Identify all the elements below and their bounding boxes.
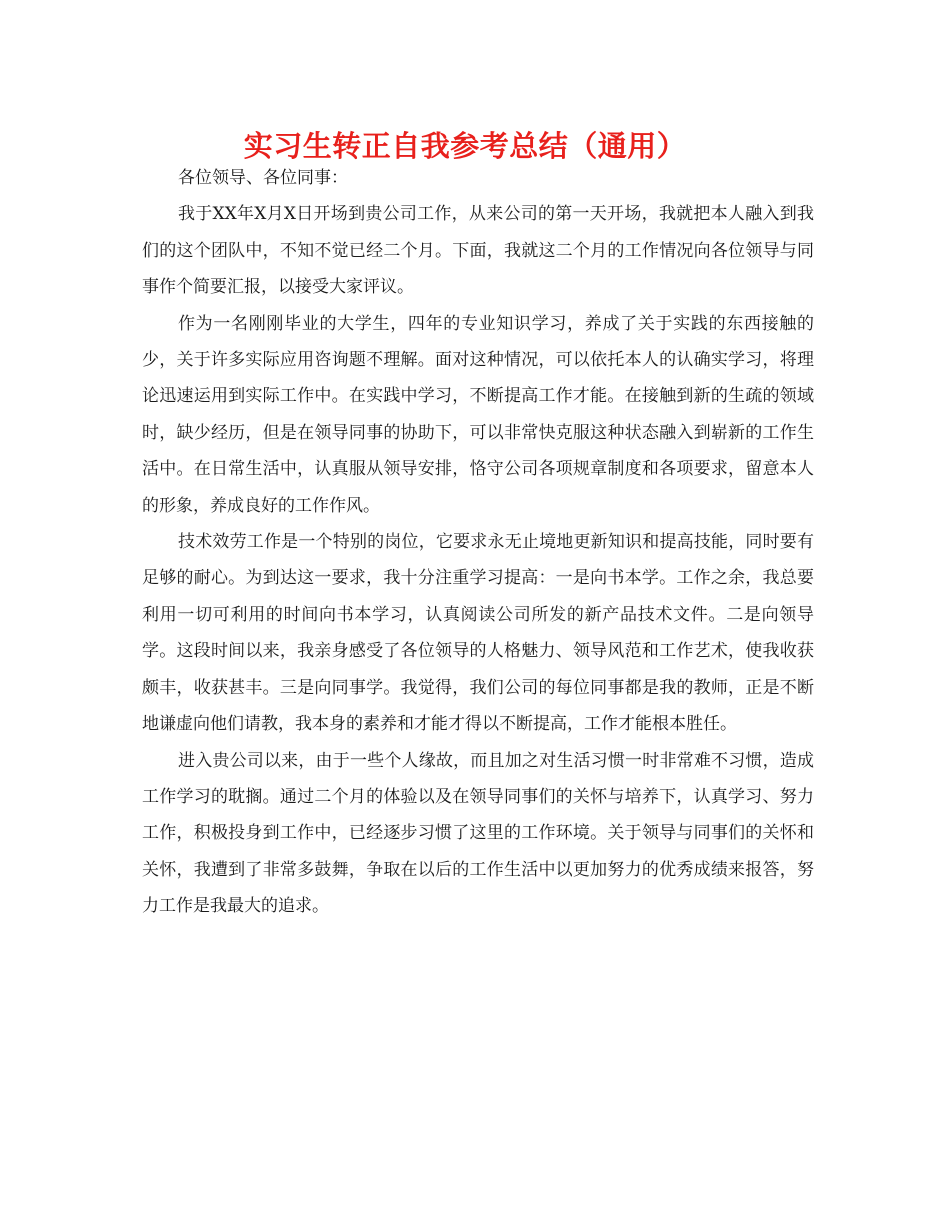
- body-paragraph: 技术效劳工作是一个特别的岗位，它要求永无止境地更新知识和提高技能，同时要有足够的耐心。为到达这一要求，我十分注重学习提高：一是向书本学。工作之余，我总要利用一切可利用的时间向书本学习，认真阅读公司所发的新产品技术文件。二是向领导学。这段时间以来，我亲身感受了各位领导的人格魅力、领导风范和工作艺术，使我收获颇丰，收获甚丰。三是向同事学。我觉得，我们公司的每位同事都是我的教师，正是不断地谦虚向他们请教，我本身的素养和才能才得以不断提高，工作才能根本胜任。: [142, 532, 814, 735]
- salutation-paragraph: 各位领导、各位同事：: [178, 168, 348, 188]
- document-body: [142, 160, 814, 925]
- body-paragraph: 作为一名刚刚毕业的大学生，四年的专业知识学习，养成了关于实践的东西接触的少，关于许多实际应用咨询题不理解。面对这种情况，可以依托本人的认确实学习，将理论迅速运用到实际工作中。在实践中学习，不断提高工作才能。在接触到新的生疏的领域时，缺少经历，但是在领导同事的协助下，可以非常快克服这种状态融入到崭新的工作生活中。在日常生活中，认真服从领导安排，恪守公司各项规章制度和各项要求，留意本人的形象，养成良好的工作作风。: [142, 313, 814, 516]
- body-paragraph: 我于XX年X月X日开场到贵公司工作，从来公司的第一天开场，我就把本人融入到我们的这个团队中，不知不觉已经二个月。下面，我就这二个月的工作情况向各位领导与同事作个简要汇报，以接受大家评议。: [142, 204, 814, 298]
- document-title: 实习生转正自我参考总结（通用）: [243, 129, 687, 163]
- body-paragraph: 进入贵公司以来，由于一些个人缘故，而且加之对生活习惯一时非常难不习惯，造成工作学习的耽搁。通过二个月的体验以及在领导同事们的关怀与培养下，认真学习、努力工作，积极投身到工作中，已经逐步习惯了这里的工作环境。关于领导与同事们的关怀和关怀，我遭到了非常多鼓舞，争取在以后的工作生活中以更加努力的优秀成绩来报答，努力工作是我最大的追求。: [142, 750, 814, 917]
